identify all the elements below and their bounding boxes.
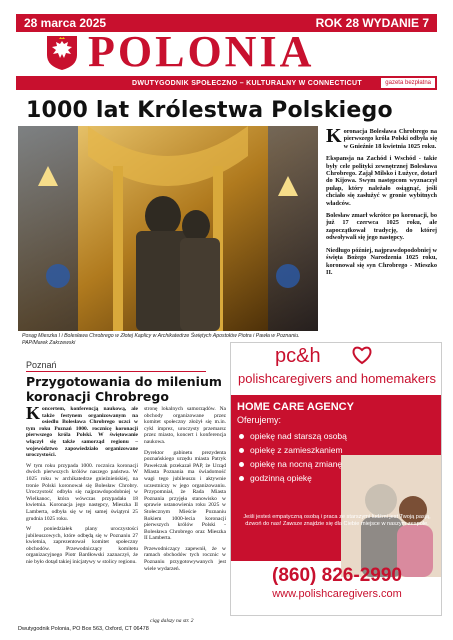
masthead-subtitle: DWUTYGODNIK SPOŁECZNO – KULTURALNY W CONNECTICUT (132, 79, 362, 87)
ad-offer-label: Oferujemy: (237, 415, 282, 425)
ad-service-label: godzinną opiekę (250, 473, 312, 483)
ad-tagline: polishcaregivers and homemakers (238, 371, 436, 386)
second-article-column-1 (26, 403, 138, 570)
ad-red-panel (231, 395, 442, 561)
second-paragraph: Przewodniczący zapewnił, że w ramach obchodów tych rocznic w Poznaniu przygotowywanych jest wiele wydarzeń. (144, 545, 226, 572)
heart-icon (351, 345, 373, 365)
ad-service-item (239, 429, 347, 443)
issue-date: 28 marca 2025 (24, 16, 107, 30)
ad-service-item (239, 457, 347, 471)
ad-service-label: opiekę na nocną zmianę (250, 459, 343, 469)
lead-photo-caption: Posąg Mieszka I i Bolesława Chrobrego w Złotej Kaplicy w Archikatedrze Świętych Apostołów Piotra i Pawła w Poznaniu. PAP/Marek Zakrzewski (22, 333, 300, 346)
second-dropcap: K (26, 403, 41, 423)
lead-paragraph (326, 125, 437, 150)
bullet-icon (239, 476, 244, 481)
ad-note: Jeśli jesteś empatyczną osobą i praca ze starszymi ludźmi jest Twoją pasją, dzwoń do nas! Zawsze znajdzie się dla Ciebie miejsce w naszym zespole. (243, 514, 431, 527)
lead-paragraph: Ekspansja na Zachód i Wschód - takie były cele polityki zewnętrznej Bolesława Chrobrego. Zajął Milsko i Łużyce, dotarł do Kijowa. Swym następcom wyznaczył pułap, który należało osiągnąć, jeśli chciało się zasłużyć w gronie wybitnych władców. (326, 155, 437, 207)
second-headline: Przygotowania do milenium koronacji Chrobrego (26, 374, 222, 404)
footer-address: Dwutygodnik Polonia, PO Box 563, Oxford, CT 06478 (18, 626, 149, 632)
section-label: Poznań (26, 360, 57, 370)
masthead-subtitle-bar (16, 76, 437, 90)
lead-headline: 1000 lat Królestwa Polskiego (26, 98, 393, 123)
eagle-emblem-icon (46, 35, 78, 71)
lead-paragraph-text: oronacja Bolesława Chrobrego na pierwszego króla Polski odbyła się w Gnieźnie 18 kwietnia 1025 roku. (343, 128, 437, 150)
issue-number: ROK 28 WYDANIE 7 (315, 16, 429, 30)
ad-logo: pc&h (275, 345, 321, 367)
ad-headline: HOME CARE AGENCY (237, 401, 354, 413)
second-paragraph: W poniedziałek plany uroczystości jubileuszowych, które odbędą się w Poznaniu 27 kwietnia, zaprezentował komitet społeczny obchodów. Przewodniczący komitetu organizacyjnego Piotr Bardłowski zaznaczył, że nie było dotąd takiej inicjatywy w stolicy regionu. (26, 526, 138, 566)
second-paragraph-text: oncertem, konferencją naukową, ale także festynem organizowanym na osiedlu Bolesława Chrobrego uczci w tym roku Poznań 1000. rocznicę koronacji pierwszego króla Polski. W świętowanie włączył się także samorząd regionu – województwo zapowiedziało organizowane uroczystości. (26, 406, 138, 459)
lead-paragraph: Bolesław zmarł wkrótce po koronacji, bo już 17 czerwca 1025 roku, ale zapoczątkował tradycję, do której odwoływali się jego następcy. (326, 212, 437, 242)
bullet-icon (239, 462, 244, 467)
second-paragraph: stronę lokalnych samorządów. Na obchody organizowane przez komitet społeczny złożył się m.in. cykl imprez, uroczysty przemarsz przez miasto, koncert i konferencja naukowa. (144, 406, 226, 445)
second-paragraph: W tym roku przypada 1000. rocznica koronacji dwóch pierwszych królów naszego państwa. W 1025 roku w archikatedrze gnieźnieńskiej, na tronie Polski koronował się Bolesław Chrobry. Uroczystość odbyła się najprawdopodobniej w Wielkanoc, która wówczas przypadała 18 kwietnia. Koronacja jego następcy, Mieszka II Lamberta, odbyła się w tej samej świątyni 25 grudnia 1025 roku. (26, 462, 138, 522)
ad-service-item (239, 471, 347, 485)
second-paragraph (26, 403, 138, 459)
ad-service-label: opiekę z zamieszkaniem (250, 445, 343, 455)
bullet-icon (239, 434, 244, 439)
continued-link[interactable]: ciąg dalszy na str. 2 (150, 618, 194, 624)
section-divider (26, 371, 206, 372)
bullet-icon (239, 448, 244, 453)
advertisement[interactable] (230, 342, 442, 616)
ad-services-list (239, 429, 347, 485)
lead-paragraph: Niedługo później, najprawdopodobniej w święta Bożego Narodzenia 1025 roku, koronował się syn Chrobrego - Mieszko II. (326, 246, 437, 276)
ad-service-item (239, 443, 347, 457)
second-paragraph: Dyrektor gabinetu prezydenta poznańskiego urzędu miasta Patryk Pawełczak przekazał PAP, że Urząd Miasta Poznania ma świadomość wagi tego jubileuszu i aktywnie uczestniczy w jego organizowaniu. Przypomniał, że Rada Miasta Poznania przyjęła stanowisko w sprawie ustanowienia roku 2025 w Stołecznym Mieście Poznaniu Rokiem 1000-lecia koronacji pierwszych królów Polski - Bolesława Chrobrego oraz Mieszka II Lamberta. (144, 449, 226, 542)
lead-photo (18, 126, 318, 331)
newspaper-title: POLONIA (88, 27, 315, 76)
free-paper-badge: gazeta bezpłatna (381, 78, 435, 88)
ad-service-label: opiekę nad starszą osobą (250, 431, 347, 441)
lead-article (326, 125, 437, 281)
ad-phone-number[interactable]: (860) 826-2990 (272, 565, 402, 586)
lead-dropcap: K (326, 125, 342, 147)
second-article-column-2 (144, 406, 226, 576)
ad-website-link[interactable]: www.polishcaregivers.com (272, 588, 402, 600)
